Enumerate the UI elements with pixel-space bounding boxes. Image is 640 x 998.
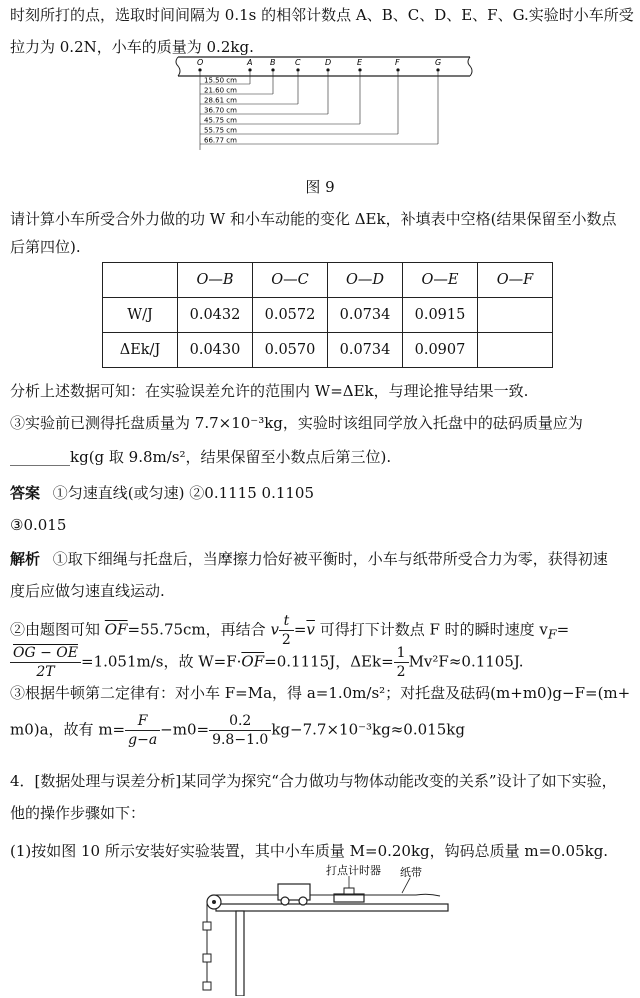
math-symbol: = <box>293 620 307 639</box>
answer-text: ①匀速直线(或匀速) ②0.1115 0.1105 <box>52 484 315 502</box>
table-cell: 0.0430 <box>178 333 253 368</box>
tape-point-dot <box>248 68 251 71</box>
math-symbol: = <box>556 620 570 639</box>
table-cell: 0.0570 <box>253 333 328 368</box>
explain-text: =0.1115J，ΔEk= <box>264 652 394 671</box>
fraction-den: 2 <box>396 664 406 680</box>
tape-label: 纸带 <box>400 866 422 879</box>
overline-segment: $\overline{OF}$ <box>104 620 128 639</box>
figure-9-caption: 图 9 <box>305 178 335 196</box>
tape-point-dot <box>436 68 439 71</box>
table-row-label: W/J <box>103 298 178 333</box>
intro-line-2: 拉力为 0.2N，小车的质量为 0.2kg. <box>10 38 254 56</box>
fraction-num: OG − OE <box>10 644 81 663</box>
explain-line-5: ③根据牛顿第二定律有：对小车 F=Ma，得 a=1.0m/s²；对托盘及砝码(m+m0)g−F=(m+ <box>10 684 631 702</box>
explain-text: ②由题图可知 <box>10 620 101 639</box>
q4-line-3: (1)按如图 10 所示安装好实验装置，其中小车质量 M=0.20kg，钩码总质量 m=0.05kg. <box>10 842 609 860</box>
overline-segment: $\overline{v}$ <box>306 620 315 639</box>
table-row-label: ΔEk/J <box>103 333 178 368</box>
dimension-label: 28.61 cm <box>204 96 237 105</box>
analysis-text: 分析上述数据可知：在实验误差允许的范围内 W=ΔEk，与理论推导结果一致. <box>10 382 529 400</box>
dimension-label: 55.75 cm <box>204 126 237 135</box>
dimension-label: 45.75 cm <box>204 116 237 125</box>
table-cell-blank <box>478 333 553 368</box>
q4-line-1: 4．[数据处理与误差分析]某同学为探究“合力做功与物体动能改变的关系”设计了如下实验， <box>10 772 617 790</box>
answer-line-1 <box>10 482 314 504</box>
dimension-label: 21.60 cm <box>204 86 237 95</box>
table-header-cell: O—D <box>328 263 403 298</box>
tape-point-dot <box>271 68 274 71</box>
explain-label: 解析 <box>10 550 41 568</box>
tape-point-dot <box>296 68 299 71</box>
figure-9-tape <box>170 52 475 157</box>
explain-text: −m0= <box>160 720 210 739</box>
tape-point-label: C <box>295 58 301 67</box>
tape-point-dot <box>396 68 399 71</box>
figure-10-apparatus <box>196 862 456 996</box>
explain-line-1 <box>10 548 608 570</box>
explain-text: kg−7.7×10⁻³kg≈0.015kg <box>271 720 465 739</box>
table-cell: 0.0734 <box>328 333 403 368</box>
tape-point-label: A <box>247 58 253 67</box>
explain-text: ①取下细绳与托盘后，当摩擦力恰好被平衡时，小车与纸带所受合力为零，获得初速 <box>52 550 608 568</box>
table-header-cell <box>103 263 178 298</box>
fraction <box>125 712 160 749</box>
table-cell: 0.0907 <box>403 333 478 368</box>
table-row <box>103 298 553 333</box>
fraction-den: 2 <box>281 632 291 648</box>
question3-line-2: ________kg(g 取 9.8m/s²，结果保留至小数点后第三位). <box>10 448 392 466</box>
table-cell: 0.0915 <box>403 298 478 333</box>
explain-text: m0)a，故有 m= <box>10 720 126 739</box>
fraction <box>10 644 81 681</box>
answer-label: 答案 <box>10 484 41 502</box>
fraction-num: 0.2 <box>209 712 271 731</box>
table-header-cell: O—F <box>478 263 553 298</box>
explain-text: =1.051m/s，故 W=F· <box>81 652 242 671</box>
fraction-num: 1 <box>394 644 409 663</box>
intro-line-1: 时刻所打的点，选取时间间隔为 0.1s 的相邻计数点 A、B、C、D、E、F、G.实验时小车所受 <box>10 6 634 24</box>
table-header-cell: O—B <box>178 263 253 298</box>
table-cell: 0.0572 <box>253 298 328 333</box>
tape-point-dot <box>358 68 361 71</box>
table-header-cell: O—E <box>403 263 478 298</box>
work-energy-table <box>102 262 553 368</box>
dimension-label: 66.77 cm <box>204 136 237 145</box>
table-header-cell: O—C <box>253 263 328 298</box>
fraction <box>209 712 271 749</box>
tape-point-label: O <box>197 58 204 67</box>
fraction-den: g−a <box>128 732 158 748</box>
q4-line-2: 他的操作步骤如下： <box>10 804 146 822</box>
dimension-label: 36.70 cm <box>204 106 237 115</box>
fraction-num: F <box>125 712 160 731</box>
subscript: F <box>547 626 557 642</box>
explain-line-2: 度后应做匀速直线运动. <box>10 582 165 600</box>
tape-point-label: B <box>270 58 276 67</box>
explain-text: Mv²F≈0.1105J. <box>408 652 524 671</box>
table-row <box>103 333 553 368</box>
table-cell-blank <box>478 298 553 333</box>
timer-label: 打点计时器 <box>326 864 381 877</box>
explain-text: =55.75cm，再结合 <box>127 620 266 639</box>
question2-line-1: 请计算小车所受合外力做的功 W 和小车动能的变化 ΔEk，补填表中空格(结果保留至小数点 <box>10 210 617 228</box>
explain-line-4 <box>10 644 524 681</box>
fraction <box>394 644 409 681</box>
table-cell: 0.0432 <box>178 298 253 333</box>
table-cell: 0.0734 <box>328 298 403 333</box>
question3-line-1: ③实验前已测得托盘质量为 7.7×10⁻³kg，实验时该组同学放入托盘中的砝码质量应为 <box>10 414 583 432</box>
tape-point-dot <box>198 68 201 71</box>
table-header-row <box>103 263 553 298</box>
tape-point-label: D <box>325 58 332 67</box>
overline-segment: $\overline{OF}$ <box>241 652 265 671</box>
fraction-den: 2T <box>36 664 55 680</box>
tape-point-label: E <box>357 58 363 67</box>
dimension-label: 15.50 cm <box>204 76 237 85</box>
tape-point-label: F <box>395 58 400 67</box>
explain-text: 可得打下计数点 F 时的瞬时速度 v <box>319 620 548 639</box>
math-symbol: v <box>270 620 279 639</box>
fraction-num: t <box>279 612 294 631</box>
fraction-den: 9.8−1.0 <box>212 732 269 748</box>
tape-point-dot <box>326 68 329 71</box>
question2-line-2: 后第四位). <box>10 238 81 256</box>
explain-line-6 <box>10 712 465 749</box>
tape-point-label: G <box>435 58 442 67</box>
answer-line-2: ③0.015 <box>10 516 67 534</box>
